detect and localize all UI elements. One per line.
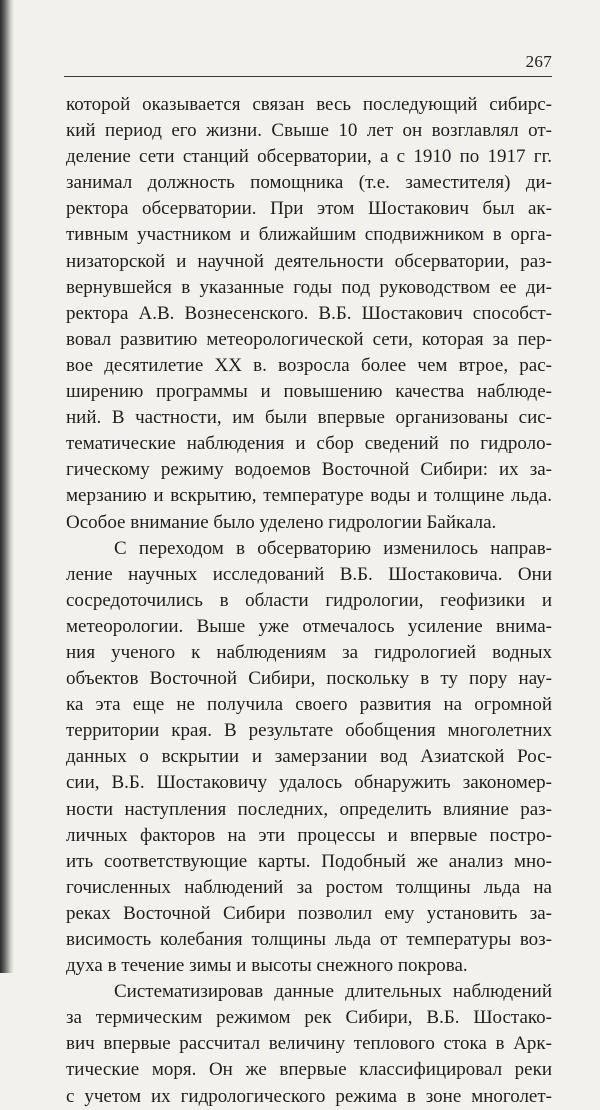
text-line: вернувшейся в указанные годы под руководством ее ди- (66, 276, 552, 298)
text-line: кий период его жизни. Свыше 10 лет он возглавлял от- (66, 120, 552, 142)
text-line: метеорологии. Выше уже отмечалось усиление внима- (66, 615, 552, 637)
text-line: с учетом их гидрологического режима в зоне многолет- (66, 1085, 552, 1107)
text-line: ния ученого к наблюдениям за гидрологией водных (66, 641, 552, 663)
text-line: вич впервые рассчитал величину теплового стока в Арк- (66, 1033, 552, 1055)
text-line: ности наступления последних, определить влияние раз- (66, 798, 552, 820)
text-line: ний. В частности, им были впервые организованы сис- (66, 407, 552, 429)
text-line: вое десятилетие XX в. возросла более чем втрое, рас- (66, 354, 552, 376)
text-line: занимал должность помощника (т.е. заместителя) ди- (66, 172, 552, 194)
text-line: реках Восточной Сибири позволил ему установить за- (66, 902, 552, 924)
text-line: висимость колебания толщины льда от температуры воз- (66, 929, 552, 950)
text-line: которой оказывается связан весь последующий сибирс- (66, 94, 552, 115)
text-line: деление сети станций обсерватории, а с 1910 по 1917 гг. (66, 146, 552, 168)
text-line: личных факторов на эти процессы и впервые постро- (66, 824, 552, 846)
text-line: мерзанию и вскрытию, температуре воды и толщине льда. (66, 485, 552, 507)
text-line: объектов Восточной Сибири, поскольку в ту пору нау- (66, 668, 552, 690)
text-line: ректора обсерватории. При этом Шостакович был ак- (66, 198, 552, 220)
text-line: ить соответствующие карты. Подобный же анализ мно- (66, 850, 552, 872)
text-line: гочисленных наблюдений за ростом толщины льда на (66, 876, 552, 898)
text-line: низаторской и научной деятельности обсерватории, раз- (66, 250, 552, 272)
text-line: гическому режиму водоемов Восточной Сибири: их за- (66, 459, 552, 481)
text-line: ление научных исследований В.Б. Шостаковича. Они (66, 563, 552, 585)
text-line: сосредоточились в области гидрологии, геофизики и (66, 589, 552, 611)
text-line: тивным участником и ближайшим сподвижником в орга- (66, 224, 552, 246)
text-line: тические моря. Он же впервые классифицировал реки (66, 1059, 552, 1081)
text-line: Особое внимание было уделено гидрологии Байкала. (66, 511, 497, 533)
book-binding-shadow (0, 0, 14, 973)
text-line: Систематизировав данные длительных наблюдений (114, 981, 552, 1003)
text-line: ректора А.В. Вознесенского. В.Б. Шостакович способст- (66, 302, 552, 324)
text-line: ка эта еще не получила своего развития на огромной (66, 694, 552, 716)
text-line: данных о вскрытии и замерзании вод Азиатской Рос- (66, 746, 552, 768)
page-header (64, 50, 552, 77)
body-text (66, 92, 552, 1110)
page-number: 267 (525, 52, 552, 71)
text-line: духа в течение зимы и высоты снежного покрова. (66, 955, 468, 977)
text-line: территории края. В результате обобщения многолетних (66, 720, 552, 742)
text-line: тематические наблюдения и сбор сведений по гидроло- (66, 433, 552, 455)
text-line: за термическим режимом рек Сибири, В.Б. Шостако- (66, 1007, 552, 1029)
text-line: ширению программы и повышению качества наблюде- (66, 381, 552, 403)
text-line: вовал развитию метеорологической сети, которая за пер- (66, 328, 552, 350)
text-line: сии, В.Б. Шостаковичу удалось обнаружить закономер- (66, 772, 552, 794)
text-line: С переходом в обсерваторию изменилось направ- (114, 537, 552, 559)
